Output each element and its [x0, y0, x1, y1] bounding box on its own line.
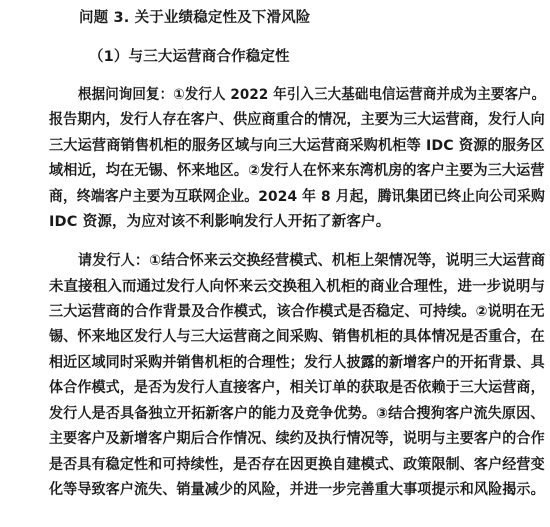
section-heading: 问题 3. 关于业绩稳定性及下滑风险	[79, 10, 311, 26]
paragraph-1-line-3: 三大运营商销售机柜的服务区域与向三大运营商采购机柜等 IDC 资源的服务区	[49, 138, 545, 154]
paragraph-1-line-6: IDC 资源，为应对该不利影响发行人开拓了新客户。	[49, 214, 391, 230]
paragraph-1-line-2: 报告期内，发行人存在客户、供应商重合的情况，主要为三大运营商，发行人向	[49, 112, 545, 128]
paragraph-2-line-7: 发行人是否具备独立开拓新客户的能力及竞争优势。③结合搜狗客户流失原因、	[49, 406, 545, 422]
paragraph-2-line-6: 体合作模式，是否为发行人直接客户，相关订单的获取是否依赖于三大运营商，	[49, 380, 545, 396]
paragraph-1-line-1: 根据问询回复：①发行人 2022 年引入三大基础电信运营商并成为主要客户。	[78, 87, 546, 103]
subsection-heading: （1）与三大运营商合作稳定性	[89, 49, 290, 65]
paragraph-2-line-2: 未直接租入而通过发行人向怀来云交换租入机柜的商业合理性，进一步说明与	[49, 279, 546, 295]
paragraph-2-line-10: 化等导致客户流失、销量减少的风险，并进一步完善重大事项提示和风险揭示。	[49, 482, 545, 498]
paragraph-1-line-4: 域相近，均在无锡、怀来地区。②发行人在怀来东湾机房的客户主要为三大运营	[49, 163, 545, 179]
paragraph-2-line-3: 三大运营商的合作背景及合作模式，该合作模式是否稳定、可持续。②说明在无	[49, 304, 545, 320]
paragraph-2-line-4: 锡、怀来地区发行人与三大运营商之间采购、销售机柜的具体情况是否重合，在	[49, 329, 545, 345]
paragraph-2-line-5: 相近区域同时采购并销售机柜的合理性；发行人披露的新增客户的开拓背景、具	[49, 355, 545, 371]
paragraph-1-line-5: 商，终端客户主要为互联网企业。2024 年 8 月起，腾讯集团已终止向公司采购	[49, 189, 545, 205]
paragraph-2-line-1: 请发行人：①结合怀来云交换经营模式、机柜上架情况等，说明三大运营商	[78, 253, 546, 269]
paragraph-2-line-9: 是否具有稳定性和可持续性，是否存在因更换自建模式、政策限制、客户经营变	[49, 457, 545, 473]
paragraph-2-line-8: 主要客户及新增客户期后合作情况、续约及执行情况等，说明与主要客户的合作	[49, 431, 545, 447]
